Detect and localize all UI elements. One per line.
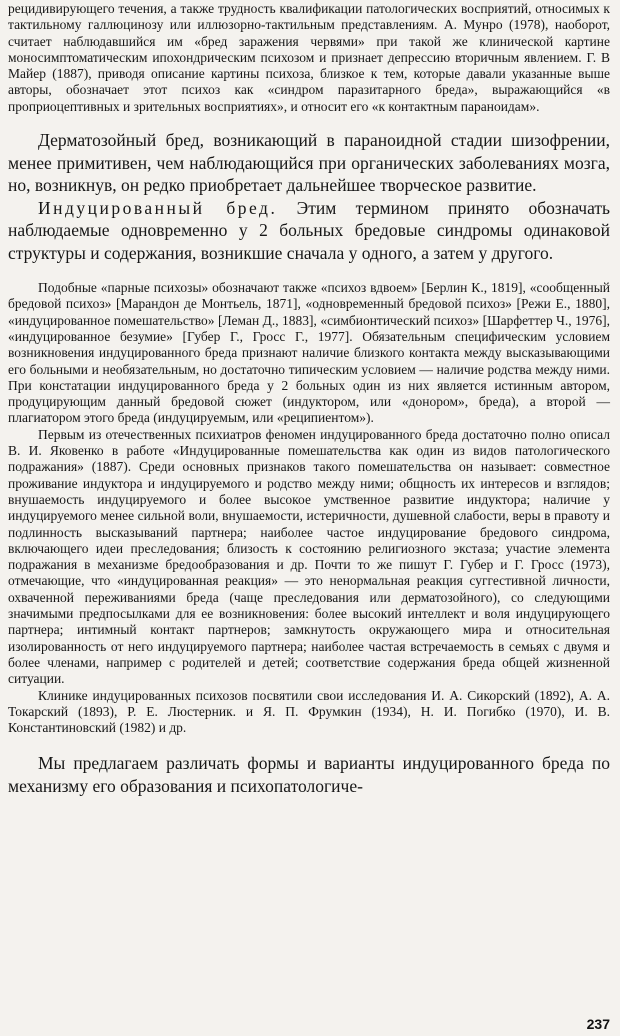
paragraph-small-3: Первым из отечественных психиатров феномен индуцированного бреда достаточно полно описал В. И. Яковенко в работе «Индуцированные помешательства как один из видов патологического подражания» (1887). Среди основных признаков такого помешательства он называет: совместное проживание индуктора и индуцируемого и родство между ними; общность их интересов и взглядов; внушаемость индуцируемого и более высокое умственное развитие индуктора; наличие у индуцируемого менее сильной воли, внушаемости, истеричности, душевной слабости, веры в правоту и подлинность высказываний партнера; наиболее частое индуцирование бредового синдрома, включающего идеи преследования; близость к состоянию религиозного экстаза; участие элемента подражания в механизме бредообразования и др. Почти то же пишут Г. Губер и Г. Гросс (1973), отмечающие, что «индуцированная реакция» — это ненормальная реакция суггестивной личности, охваченной переживаниями бреда (чаще преследования или дерматозойного), со следующими значимыми предпосылками для ее возникновения: более высокий интеллект и воля индуцирующего партнера; интимный контакт партнеров; замкнутость окружающего мира и относительная изолированность от него индуцируемого партнера; наиболее частая встречаемость в семьях с двумя и более членами, например с родителей и детей; соответствие содержания бреда общей жизненной ситуации. [8, 426, 610, 687]
paragraph-large-1: Дерматозойный бред, возникающий в параноидной стадии шизофрении, менее примитивен, чем наблюдающийся при органических заболеваниях мозга, но, возникнув, он редко приобретает дальнейшее творческое развитие. [8, 130, 610, 196]
term-definition-text: Этим термином принято обозначать наблюдаемые одновременно у 2 больных бредовые синдромы одинаковой структуры и содержания, возникшие сначала у одного, а затем у другого. [8, 197, 611, 263]
term-heading: Индуцированный бред. [38, 197, 278, 218]
paragraph-small-1: рецидивирующего течения, а также трудность квалификации патологических восприятий, относимых к тактильному галлюцинозу или иллюзорно-тактильным представлениям. А. Мунро (1978), наоборот, считает наблюдавшийся им «бред заражения червями» при такой же клинической картине моносимптоматическим ипохондрическим психозом и признает депрессию вторичным явлением. Г. В Майер (1887), приводя описание картины психоза, близкое к тем, которые давали указанные выше авторы, обозначает этот психоз как «синдром паразитарного бреда», выражающийся «в проприоцептивных и зрительных восприятиях», и относит его «к контактным параноидам». [8, 1, 610, 114]
paragraph-small-2: Подобные «парные психозы» обозначают также «психоз вдвоем» [Берлин К., 1819], «сообщенный бредовой психоз» [Марандон де Монтьель, 1871], «одновременный бредовой психоз» [Режи Е., 1880], «индуцированное помешательство» [Леман Д., 1883], «симбионтический психоз» [Шарфеттер Ч., 1976], «индуцированное безумие» [Губер Г., Гросс Г., 1977]. Обязательным специфическим условием возникновения индуцированного бреда признают наличие близкого контакта между высказывающими его больными и необязательным, но достаточно типическим условием — наличие родства между ними. При констатации индуцированного бреда у 2 больных один из них является истинным автором, продуцирующим данный бредовой сюжет (индуктором, или «донором», бреда), а второй — плагиатором этого бреда (индуцируемым, или «реципиентом»). [8, 280, 610, 426]
paragraph-term-definition [8, 197, 610, 265]
page-number: 237 [586, 1016, 610, 1032]
paragraph-large-2: Мы предлагаем различать формы и варианты индуцированного бреда по механизму его образования и психопатологиче- [8, 753, 610, 796]
paragraph-small-4: Клинике индуцированных психозов посвятили свои исследования И. А. Сикорский (1892), А. А. Токарский (1893), Р. Е. Люстерник. и Я. П. Фрумкин (1934), Н. И. Погибко (1970), И. В. Константиновский (1982) и др. [8, 687, 610, 736]
